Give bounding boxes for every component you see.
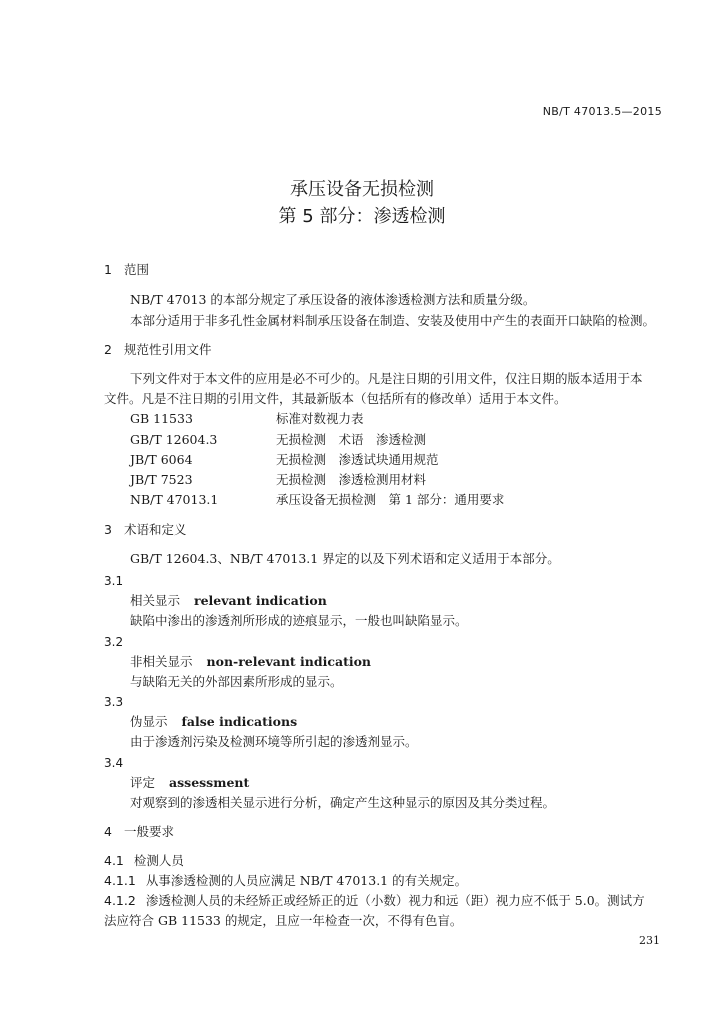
subclause-title: 检测人员 xyxy=(133,853,184,868)
section-number: 1 xyxy=(104,262,112,277)
section-title: 规范性引用文件 xyxy=(124,342,212,357)
reference-title: 无损检测 术语 渗透检测 xyxy=(276,432,427,447)
term-chinese: 评定 xyxy=(130,775,156,790)
subclause-number: 4.1 xyxy=(104,853,124,868)
section-3-heading xyxy=(104,522,187,538)
paragraph: NB/T 47013 的本部分规定了承压设备的液体渗透检测方法和质量分级。 xyxy=(130,292,536,307)
reference-code: JB/T 7523 xyxy=(130,472,193,487)
item-text-continued: 法应符合 GB 11533 的规定，且应一年检查一次，不得有色盲。 xyxy=(104,913,463,928)
clause-number: 3.4 xyxy=(104,756,124,770)
term-english: false indications xyxy=(181,714,298,729)
clause-item xyxy=(104,893,645,909)
item-text: 从事渗透检测的人员应满足 NB/T 47013.1 的有关规定。 xyxy=(145,873,468,888)
term-chinese: 相关显示 xyxy=(130,593,181,608)
term-definition: 缺陷中渗出的渗透剂所形成的迹痕显示，一般也叫缺陷显示。 xyxy=(130,613,468,628)
section-1-heading xyxy=(104,262,149,278)
item-text: 渗透检测人员的未经矫正或经矫正的近（小数）视力和远（距）视力应不低于 5.0。测试方 xyxy=(145,893,645,908)
reference-code: GB/T 12604.3 xyxy=(130,432,218,447)
section-number: 4 xyxy=(104,824,112,839)
section-number: 2 xyxy=(104,342,112,357)
section-number: 3 xyxy=(104,522,112,537)
reference-title: 无损检测 渗透检测用材料 xyxy=(276,472,427,487)
term-english: non-relevant indication xyxy=(206,654,372,669)
reference-row xyxy=(130,432,426,448)
reference-row xyxy=(130,452,439,468)
section-2-heading xyxy=(104,342,212,358)
term-entry xyxy=(130,714,297,730)
subclause-heading xyxy=(104,853,184,869)
clause-number: 3.2 xyxy=(104,635,124,649)
paragraph: GB/T 12604.3、NB/T 47013.1 界定的以及下列术语和定义适用于本部分。 xyxy=(130,551,560,566)
reference-row xyxy=(130,411,364,427)
reference-title: 无损检测 渗透试块通用规范 xyxy=(276,452,439,467)
standard-code: NB/T 47013.5—2015 xyxy=(542,105,662,118)
term-definition: 由于渗透剂污染及检测环境等所引起的渗透剂显示。 xyxy=(130,734,418,749)
document-title: 承压设备无损检测 xyxy=(290,179,434,200)
term-chinese: 非相关显示 xyxy=(130,654,193,669)
term-entry xyxy=(130,775,249,791)
reference-row xyxy=(130,472,426,488)
term-entry xyxy=(130,593,327,609)
reference-code: GB 11533 xyxy=(130,411,193,426)
section-title: 范围 xyxy=(124,262,150,277)
term-chinese: 伪显示 xyxy=(130,714,168,729)
term-definition: 对观察到的渗透相关显示进行分析，确定产生这种显示的原因及其分类过程。 xyxy=(130,795,556,810)
term-entry xyxy=(130,654,371,670)
item-number: 4.1.2 xyxy=(104,893,136,908)
term-english: assessment xyxy=(169,775,250,790)
section-title: 术语和定义 xyxy=(124,522,187,537)
reference-title: 标准对数视力表 xyxy=(276,411,364,426)
paragraph: 下列文件对于本文件的应用是必不可少的。凡是注日期的引用文件，仅注日期的版本适用于本 xyxy=(130,371,643,386)
reference-code: JB/T 6064 xyxy=(130,452,193,467)
document-subtitle: 第 5 部分：渗透检测 xyxy=(278,206,446,227)
clause-number: 3.1 xyxy=(104,574,124,588)
reference-code: NB/T 47013.1 xyxy=(130,492,219,507)
reference-title: 承压设备无损检测 第 1 部分：通用要求 xyxy=(276,492,505,507)
clause-item xyxy=(104,873,467,889)
item-number: 4.1.1 xyxy=(104,873,136,888)
term-english: relevant indication xyxy=(194,593,327,608)
reference-row xyxy=(130,492,504,508)
section-4-heading xyxy=(104,824,174,840)
paragraph: 本部分适用于非多孔性金属材料制承压设备在制造、安装及使用中产生的表面开口缺陷的检测。 xyxy=(130,313,656,328)
term-definition: 与缺陷无关的外部因素所形成的显示。 xyxy=(130,674,343,689)
paragraph: 文件。凡是不注日期的引用文件，其最新版本（包括所有的修改单）适用于本文件。 xyxy=(104,391,567,406)
section-title: 一般要求 xyxy=(124,824,175,839)
page-number: 231 xyxy=(639,934,660,947)
clause-number: 3.3 xyxy=(104,695,124,709)
